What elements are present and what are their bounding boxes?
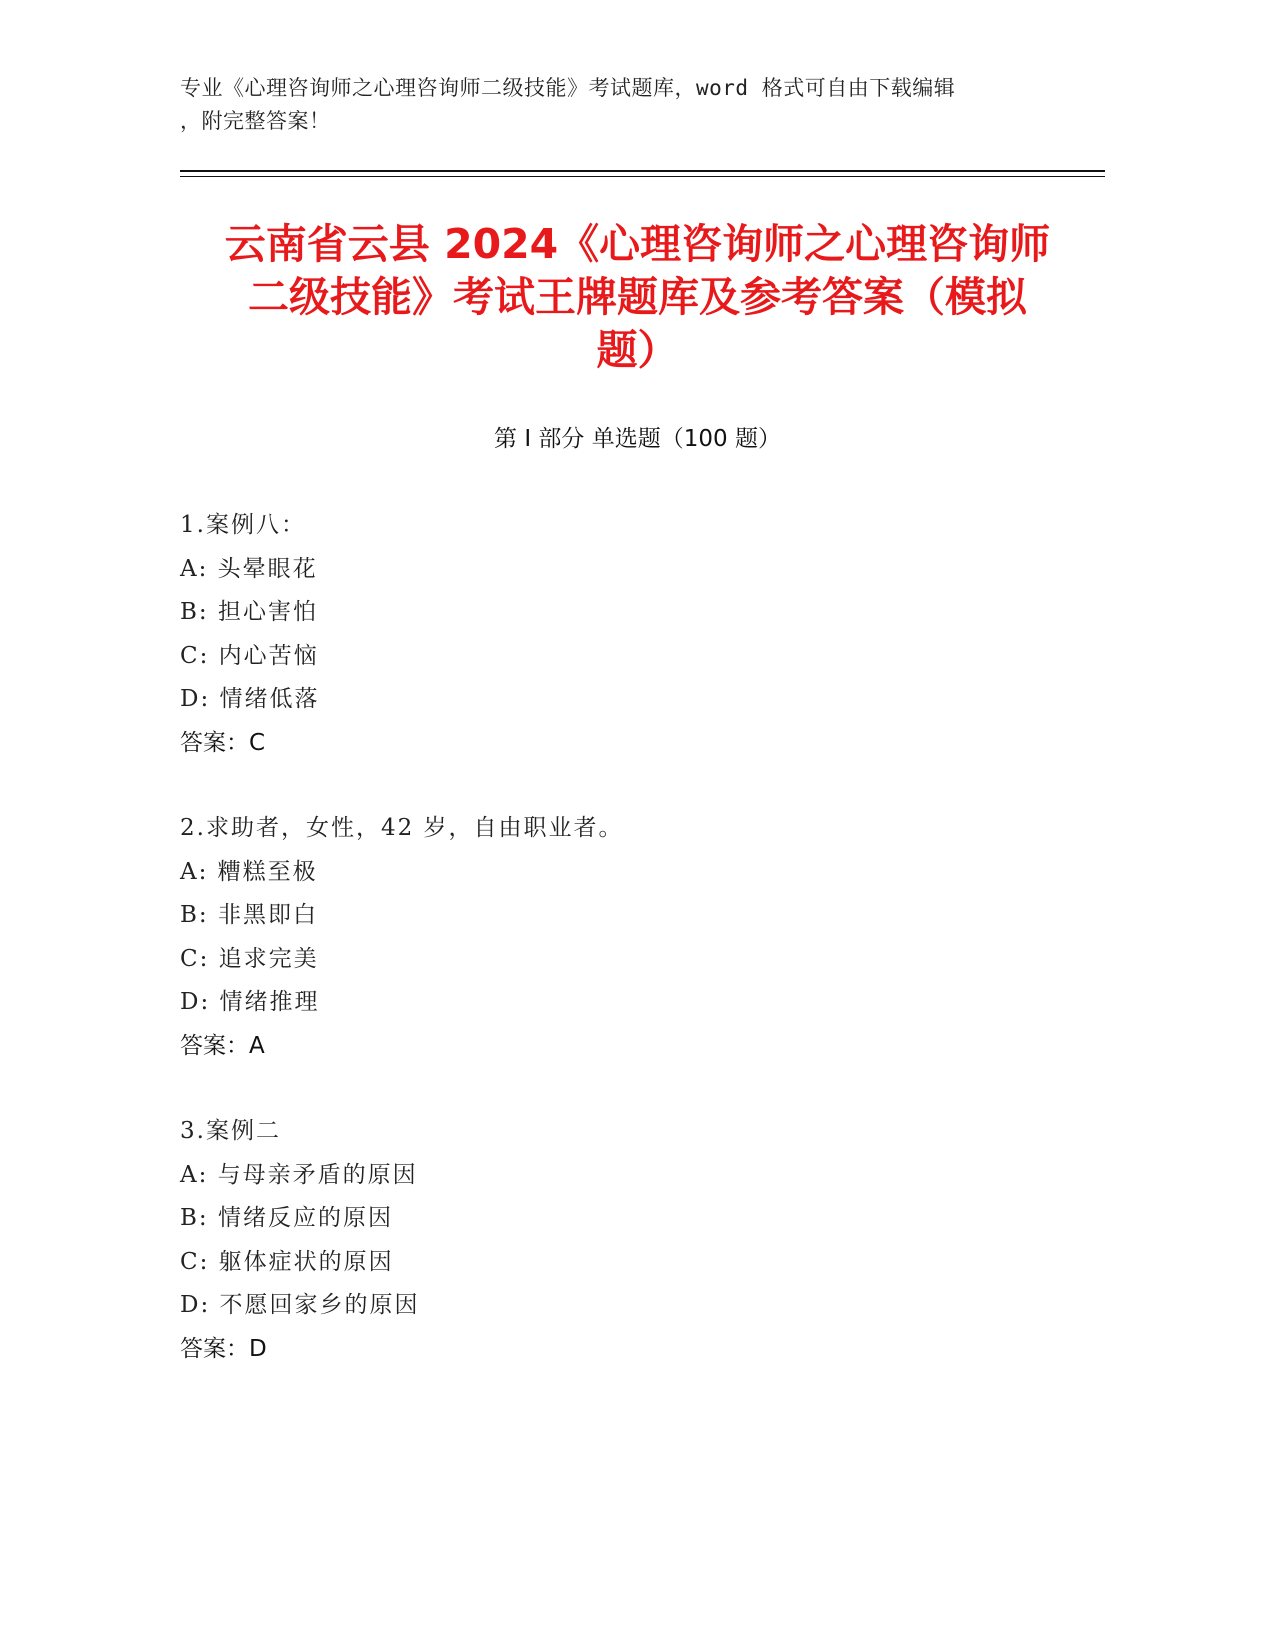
option-d: D: 情绪推理	[180, 989, 320, 1015]
option-a: A: 头晕眼花	[180, 555, 318, 582]
header-divider-thick	[180, 170, 1105, 172]
option-d: D: 情绪低落	[180, 686, 320, 712]
question-3	[180, 1110, 1080, 1371]
header-note	[180, 72, 1050, 138]
option-c: C: 内心苦恼	[180, 642, 319, 669]
question-1	[180, 504, 1080, 765]
question-list	[180, 504, 1080, 1413]
header-note-line-2: ，附完整答案！	[180, 109, 331, 133]
question-stem: 2.求助者，女性，42 岁，自由职业者。	[180, 815, 624, 841]
header-divider-thin	[180, 176, 1105, 177]
option-d: D: 不愿回家乡的原因	[180, 1292, 420, 1318]
answer-line: 答案：C	[180, 729, 266, 756]
option-b: B: 情绪反应的原因	[180, 1205, 393, 1231]
answer-line: 答案：D	[180, 1335, 267, 1362]
title-line-1: 云南省云县 2024《心理咨询师之心理咨询师	[224, 220, 1051, 268]
question-stem: 1.案例八：	[180, 512, 306, 538]
option-b: B: 担心害怕	[180, 599, 318, 625]
question-stem: 3.案例二	[180, 1118, 281, 1144]
answer-line: 答案：A	[180, 1032, 265, 1059]
section-heading: 第 I 部分 单选题（100 题）	[494, 426, 781, 452]
option-a: A: 糟糕至极	[180, 858, 318, 885]
question-2	[180, 807, 1080, 1068]
option-c: C: 追求完美	[180, 945, 319, 972]
header-note-line-1: 专业《心理咨询师之心理咨询师二级技能》考试题库，word 格式可自由下载编辑	[180, 76, 956, 100]
title-line-2: 二级技能》考试王牌题库及参考答案（模拟	[248, 273, 1027, 321]
document-title	[140, 218, 1135, 377]
option-c: C: 躯体症状的原因	[180, 1248, 394, 1275]
option-a: A: 与母亲矛盾的原因	[180, 1161, 418, 1188]
option-b: B: 非黑即白	[180, 902, 318, 928]
title-line-3: 题）	[596, 326, 679, 374]
